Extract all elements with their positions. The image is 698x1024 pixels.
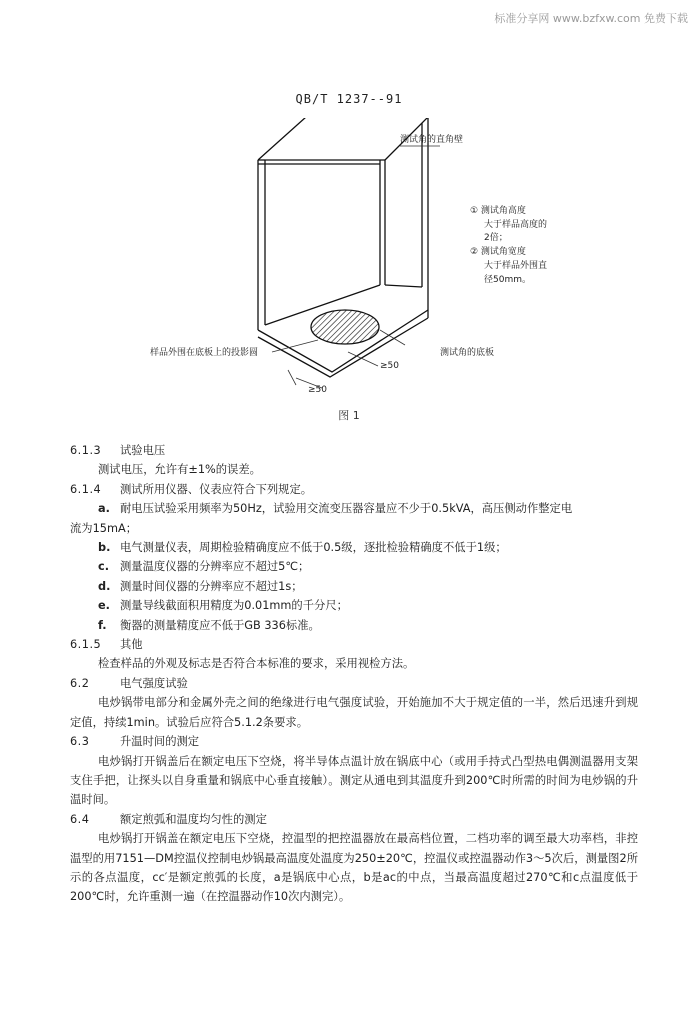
figure-note-height [470, 204, 547, 243]
section-6-4-heading: 6.4 额定煎弧和温度均匀性的测定 [70, 812, 267, 826]
document-body [70, 441, 638, 907]
list-item-e: e. 测量导线截面积用精度为0.01mm的千分尺； [98, 599, 348, 613]
svg-text:② 测试角宽度: ② 测试角宽度 [470, 247, 526, 257]
section-6-2-text: 电炒锅带电部分和金属外壳之间的绝缘进行电气强度试验，开始施加不大于规定值的一半，然后迅速升到规定值，持续1min。试验后应符合5.1.2条要求。 [70, 696, 638, 729]
dimension-label-1: ≥50 [380, 361, 399, 371]
section-6-1-4-heading: 6.1.4 测试所用仪器、仪表应符合下列规定。 [70, 482, 313, 496]
figure-note-width [470, 245, 547, 285]
label-projection-circle: 样品外围在底板上的投影圆 [150, 348, 259, 358]
list-item-a-continued: 流为15mA； [70, 521, 137, 535]
list-item-c: c. 测量温度仪器的分辨率应不超过5℃； [98, 560, 310, 574]
label-corner-wall: 测试角的直角壁 [400, 135, 464, 145]
dimension-label-2: ≥50 [308, 385, 327, 395]
svg-text:径50mm。: 径50mm。 [484, 275, 531, 285]
sample-projection-circle [311, 310, 379, 344]
svg-text:① 测试角高度: ① 测试角高度 [470, 206, 526, 216]
section-6-3-heading: 6.3 升温时间的测定 [70, 735, 200, 749]
section-6-3-text: 电炒锅打开锅盖后在额定电压下空烧，将半导体点温计放在锅底中心（或用手持式凸型热电偶测温器用支架支住手把，让探头以自身重量和锅底中心垂直接触）。测定从通电到其温度升到200℃时所需的时间为电炒锅的升温时间。 [70, 754, 638, 807]
dimension-lines [288, 352, 378, 388]
svg-text:大于样品外围直: 大于样品外围直 [484, 261, 548, 271]
section-6-1-5-text: 检查样品的外观及标志是否符合本标准的要求，采用视检方法。 [98, 657, 415, 671]
svg-text:大于样品高度的: 大于样品高度的 [484, 220, 548, 230]
section-6-1-5-heading: 6.1.5 其他 [70, 638, 143, 652]
list-item-f: f. 衡器的测量精度应不低于GB 336标准。 [98, 618, 320, 632]
list-item-a: a. 耐电压试验采用频率为50Hz，试验用交流变压器容量应不少于0.5kVA，高压侧动作整定电 [98, 502, 573, 516]
section-6-1-3-text: 测试电压，允许有±1%的误差。 [98, 463, 261, 477]
label-corner-floor: 测试角的底板 [440, 348, 495, 358]
section-6-1-3-heading: 6.1.3 试验电压 [70, 444, 166, 457]
test-corner-figure [0, 118, 698, 398]
svg-text:2倍；: 2倍； [484, 233, 508, 243]
figure-caption: 图 1 [338, 409, 360, 422]
section-6-2-heading: 6.2 电气强度试验 [70, 676, 188, 690]
watermark-text: 标准分享网 www.bzfxw.com 免费下载 [494, 12, 688, 25]
standard-number-header: QB/T 1237--91 [295, 92, 403, 106]
list-item-d: d. 测量时间仪器的分辨率应不超过1s； [98, 579, 303, 593]
section-6-4-text: 电炒锅打开锅盖在额定电压下空烧，控温型的把控温器放在最高档位置，二档功率的调至最大功率档，非控温型的用7151—DM控温仪控制电炒锅最高温度处温度为250±20℃，控温仪或控温器动作3～5次后，测量图2所示的各点温度，cc′是额定煎弧的长度，a是锅底中心点，b是ac的中点，当最高温度超过270℃和c点温度低于200℃时，允许重测一遍（在控温器动作10次内测完）。 [70, 832, 638, 904]
list-item-b: b. 电气测量仪表，周期检验精确度应不低于0.5级，逐批检验精确度不低于1级； [98, 541, 507, 555]
